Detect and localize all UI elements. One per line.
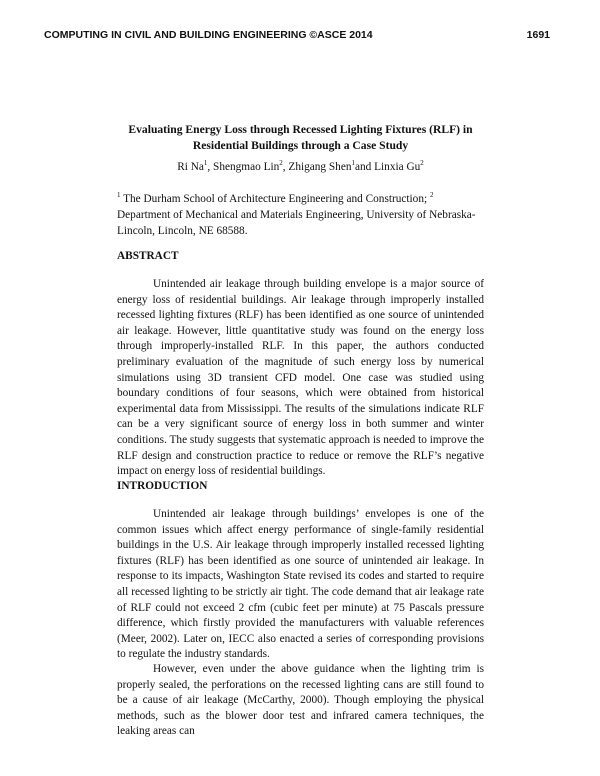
abstract-heading: ABSTRACT — [117, 250, 179, 262]
journal-header: COMPUTING IN CIVIL AND BUILDING ENGINEERING ©ASCE 2014 — [44, 29, 373, 41]
affil-mark: 1 — [117, 191, 121, 200]
affil-mark: 2 — [429, 191, 434, 200]
author-affil-mark: 2 — [420, 159, 424, 168]
affil-text: The Durham School of Architecture Engineering and Construction; — [123, 193, 428, 205]
author-name: Linxia Gu — [374, 161, 421, 173]
intro-paragraph: Unintended air leakage through buildings’ envelopes is one of the common issues which affect energy performance of single-family residential buildings in the U.S. Air leakage through improperly installed recessed lighting fixtures (RLF) has been identified as one source of unintended air leakage. In response to its impacts, Washington State revised its codes and started to require all recessed lighting to be strictly air tight. The code demand that air leakage rate of RLF could not exceed 2 cfm (cubic feet per minute) at 75 Pascals pressure difference, which firstly provided the manufacturers with valuable references (Meer, 2002). Later on, IECC also enacted a series of corresponding provisions to regulate the industry standards. — [117, 508, 484, 661]
introduction-heading: INTRODUCTION — [117, 480, 208, 492]
author-name: Zhigang Shen — [288, 161, 352, 173]
title-line: Evaluating Energy Loss through Recessed Lighting Fixtures (RLF) in — [128, 123, 473, 136]
page-number: 1691 — [526, 29, 550, 41]
author-affil-mark: 1 — [351, 159, 355, 168]
author-affil-mark: 1 — [203, 159, 208, 168]
paper-title — [117, 122, 484, 154]
title-line: Residential Buildings through a Case Study — [192, 139, 409, 152]
author-name: Shengmao Lin — [213, 161, 280, 173]
intro-paragraph: However, even under the above guidance when the lighting trim is properly sealed, the perforations on the recessed lighting cans are still found to be a cause of air leakage (McCarthy, 2000). Though employing the physical methods, such as the blower door test and infrared camera techniques, the leaking areas can — [117, 663, 484, 738]
author-affil-mark: 2 — [279, 159, 283, 168]
running-head — [44, 29, 550, 45]
affil-text: Department of Mechanical and Materials Engineering, University of Nebraska-Lincoln, Lincoln, NE 68588. — [117, 209, 476, 237]
author-name: Ri Na — [177, 161, 204, 173]
author-list: Ri Na$^1$, Shengmao Lin$^2$, Zhigang Shen$^1$and Linxia Gu$^2$ — [177, 159, 424, 173]
affiliations — [117, 191, 484, 239]
abstract-text: Unintended air leakage through building envelope is a major source of energy loss of residential buildings. Air leakage through improperly installed recessed lighting fixtures (RLF) has been identified as one source of unintended air leakage. However, little quantitative study was found on the energy loss through improperly-installed RLF. In this paper, the authors conducted preliminary evaluation of the magnitude of such energy loss by numerical simulations using 3D transient CFD model. One case was studied using boundary conditions of four seasons, which were obtained from historical experimental data from Mississippi. The results of the simulations indicate RLF can be a very significant source of energy loss in both summer and winter conditions. The study suggests that systematic approach is needed to improve the RLF design and construction practice to reduce or remove the RLF’s negative impact on energy loss of residential buildings. — [117, 278, 484, 478]
